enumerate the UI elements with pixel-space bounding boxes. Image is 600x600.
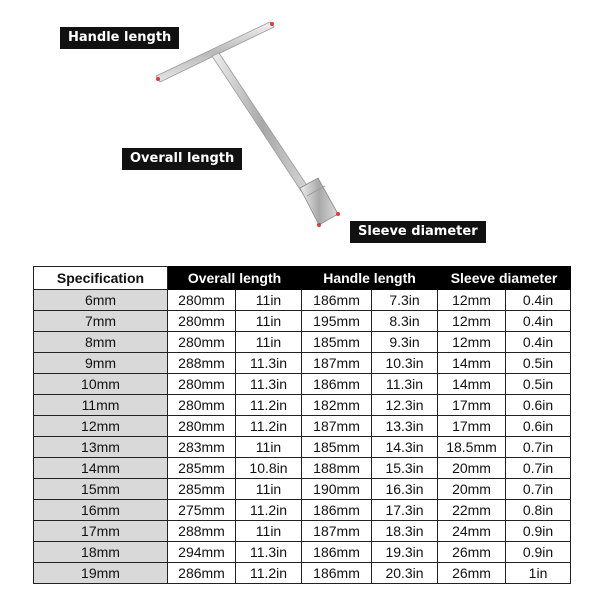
table-row	[34, 374, 571, 395]
table-header-row	[34, 267, 571, 290]
overall-in-cell: 11.3in	[236, 353, 302, 374]
overall-mm-cell: 280mm	[168, 395, 236, 416]
sleeve-mm-cell: 20mm	[438, 458, 506, 479]
handle-mm-cell: 185mm	[302, 437, 372, 458]
spec-cell: 15mm	[34, 479, 168, 500]
header-overall-length: Overall length	[168, 267, 302, 290]
overall-length-label: Overall length	[122, 148, 242, 170]
overall-in-cell: 11in	[236, 479, 302, 500]
spec-cell: 6mm	[34, 290, 168, 311]
handle-in-cell: 16.3in	[372, 479, 438, 500]
spec-cell: 13mm	[34, 437, 168, 458]
sleeve-mm-cell: 12mm	[438, 332, 506, 353]
sleeve-in-cell: 1in	[506, 563, 571, 584]
specification-table	[33, 266, 571, 584]
sleeve-mm-cell: 24mm	[438, 521, 506, 542]
handle-mm-cell: 186mm	[302, 374, 372, 395]
sleeve-mm-cell: 12mm	[438, 311, 506, 332]
overall-in-cell: 10.8in	[236, 458, 302, 479]
spec-cell: 16mm	[34, 500, 168, 521]
spec-cell: 11mm	[34, 395, 168, 416]
table-row	[34, 542, 571, 563]
sleeve-mm-cell: 17mm	[438, 416, 506, 437]
table-row	[34, 395, 571, 416]
table-row	[34, 290, 571, 311]
spec-cell: 12mm	[34, 416, 168, 437]
spec-cell: 8mm	[34, 332, 168, 353]
table-row	[34, 353, 571, 374]
table-row	[34, 500, 571, 521]
sleeve-in-cell: 0.6in	[506, 395, 571, 416]
sleeve-in-cell: 0.8in	[506, 500, 571, 521]
overall-mm-cell: 285mm	[168, 479, 236, 500]
spec-cell: 17mm	[34, 521, 168, 542]
shaft	[212, 53, 314, 200]
handle-mm-cell: 182mm	[302, 395, 372, 416]
overall-in-cell: 11in	[236, 521, 302, 542]
overall-in-cell: 11in	[236, 437, 302, 458]
sleeve-in-cell: 0.5in	[506, 374, 571, 395]
handle-in-cell: 11.3in	[372, 374, 438, 395]
handle-mm-cell: 195mm	[302, 311, 372, 332]
table-row	[34, 437, 571, 458]
sleeve-in-cell: 0.9in	[506, 521, 571, 542]
handle-mm-cell: 187mm	[302, 416, 372, 437]
overall-in-cell: 11.3in	[236, 374, 302, 395]
sleeve-mm-cell: 12mm	[438, 290, 506, 311]
overall-mm-cell: 280mm	[168, 416, 236, 437]
handle-in-cell: 9.3in	[372, 332, 438, 353]
sleeve-in-cell: 0.4in	[506, 311, 571, 332]
overall-in-cell: 11.2in	[236, 500, 302, 521]
spec-cell: 19mm	[34, 563, 168, 584]
handle-in-cell: 7.3in	[372, 290, 438, 311]
handle-mm-cell: 188mm	[302, 458, 372, 479]
sleeve-mm-cell: 26mm	[438, 542, 506, 563]
handle-in-cell: 10.3in	[372, 353, 438, 374]
overall-in-cell: 11in	[236, 290, 302, 311]
sleeve-in-cell: 0.7in	[506, 437, 571, 458]
spec-cell: 10mm	[34, 374, 168, 395]
overall-in-cell: 11in	[236, 332, 302, 353]
overall-in-cell: 11.3in	[236, 542, 302, 563]
table-row	[34, 479, 571, 500]
table-row	[34, 311, 571, 332]
overall-mm-cell: 294mm	[168, 542, 236, 563]
handle-in-cell: 13.3in	[372, 416, 438, 437]
handle-mm-cell: 186mm	[302, 563, 372, 584]
handle-in-cell: 19.3in	[372, 542, 438, 563]
handle-in-cell: 20.3in	[372, 563, 438, 584]
spec-cell: 14mm	[34, 458, 168, 479]
sleeve-mm-cell: 26mm	[438, 563, 506, 584]
sleeve-mm-cell: 14mm	[438, 374, 506, 395]
overall-mm-cell: 280mm	[168, 332, 236, 353]
sleeve-in-cell: 0.7in	[506, 479, 571, 500]
sleeve-diameter-label: Sleeve diameter	[350, 221, 486, 243]
handle-length-label: Handle length	[60, 27, 179, 49]
table-row	[34, 521, 571, 542]
spec-cell: 18mm	[34, 542, 168, 563]
handle-in-cell: 18.3in	[372, 521, 438, 542]
overall-mm-cell: 275mm	[168, 500, 236, 521]
spec-cell: 9mm	[34, 353, 168, 374]
handle-mm-cell: 186mm	[302, 542, 372, 563]
handle-mm-cell: 187mm	[302, 353, 372, 374]
overall-mm-cell: 283mm	[168, 437, 236, 458]
overall-mm-cell: 288mm	[168, 353, 236, 374]
handle-mm-cell: 186mm	[302, 500, 372, 521]
handle-mm-cell: 186mm	[302, 290, 372, 311]
sleeve-in-cell: 0.5in	[506, 353, 571, 374]
spec-cell: 7mm	[34, 311, 168, 332]
table-row	[34, 563, 571, 584]
handle-in-cell: 12.3in	[372, 395, 438, 416]
overall-mm-cell: 280mm	[168, 311, 236, 332]
sleeve	[300, 178, 338, 225]
handle-mm-cell: 185mm	[302, 332, 372, 353]
sleeve-mm-cell: 17mm	[438, 395, 506, 416]
handle-in-cell: 17.3in	[372, 500, 438, 521]
header-specification: Specification	[34, 267, 168, 290]
sleeve-mm-cell: 20mm	[438, 479, 506, 500]
handle-in-cell: 14.3in	[372, 437, 438, 458]
overall-in-cell: 11.2in	[236, 416, 302, 437]
handle-mm-cell: 187mm	[302, 521, 372, 542]
overall-mm-cell: 280mm	[168, 290, 236, 311]
handle-mm-cell: 190mm	[302, 479, 372, 500]
overall-in-cell: 11.2in	[236, 395, 302, 416]
header-sleeve-diameter: Sleeve diameter	[438, 267, 571, 290]
sleeve-mm-cell: 14mm	[438, 353, 506, 374]
overall-mm-cell: 288mm	[168, 521, 236, 542]
sleeve-in-cell: 0.7in	[506, 458, 571, 479]
sleeve-mm-cell: 18.5mm	[438, 437, 506, 458]
overall-in-cell: 11in	[236, 311, 302, 332]
overall-in-cell: 11.2in	[236, 563, 302, 584]
sleeve-in-cell: 0.4in	[506, 332, 571, 353]
header-handle-length: Handle length	[302, 267, 438, 290]
table-row	[34, 458, 571, 479]
overall-mm-cell: 280mm	[168, 374, 236, 395]
overall-mm-cell: 285mm	[168, 458, 236, 479]
handle-in-cell: 8.3in	[372, 311, 438, 332]
sleeve-in-cell: 0.9in	[506, 542, 571, 563]
table-row	[34, 332, 571, 353]
overall-mm-cell: 286mm	[168, 563, 236, 584]
sleeve-in-cell: 0.4in	[506, 290, 571, 311]
sleeve-mm-cell: 22mm	[438, 500, 506, 521]
table-row	[34, 416, 571, 437]
handle-in-cell: 15.3in	[372, 458, 438, 479]
sleeve-in-cell: 0.6in	[506, 416, 571, 437]
